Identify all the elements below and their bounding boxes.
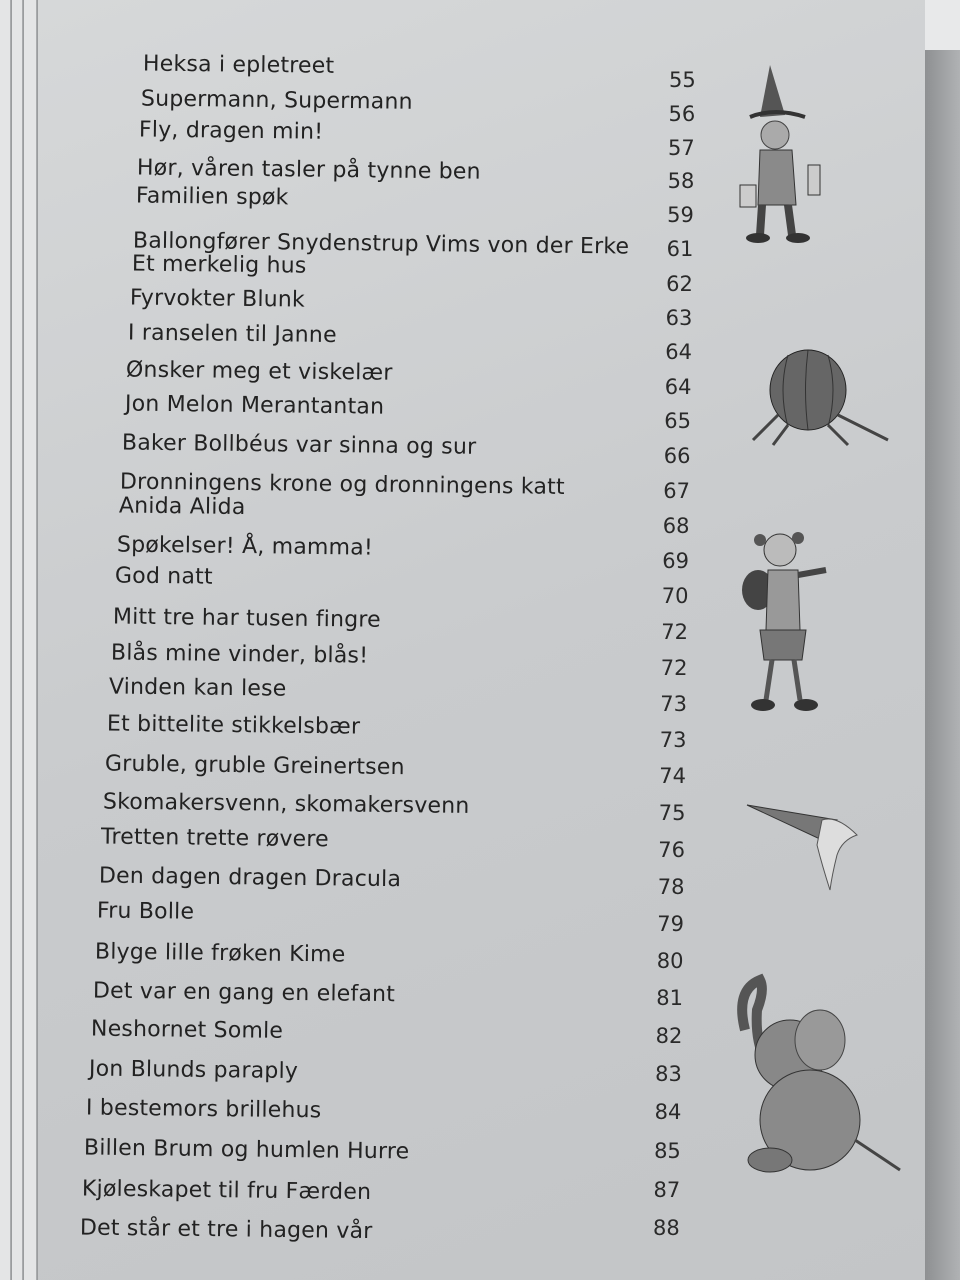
toc-entry-title: God natt	[115, 563, 214, 590]
toc-entry-title: Jon Melon Merantantan	[124, 391, 384, 420]
toc-entry-title: Gruble, gruble Greinertsen	[104, 751, 405, 781]
toc-entry-page: 72	[660, 656, 688, 680]
toc-entry-title: Dronningens krone og dronningens katt	[120, 469, 566, 500]
toc-entry-page: 69	[662, 549, 690, 573]
toc-entry-title: Spøkelser! Å, mamma!	[116, 532, 374, 561]
toc-entry-title: Anida Alida	[118, 493, 246, 521]
toc-entry-page: 73	[660, 692, 688, 716]
toc-entry-title: Billen Brum og humlen Hurre	[84, 1135, 410, 1165]
toc-entry-page: 76	[658, 838, 685, 862]
toc-entry-page: 64	[664, 375, 692, 399]
toc-entry-title: Heksa i epletreet	[142, 51, 335, 79]
girl-illustration	[738, 520, 838, 720]
toc-entry-page: 80	[656, 949, 684, 973]
toc-entry-page: 81	[656, 986, 683, 1010]
toc-entry-title: Fly, dragen min!	[139, 117, 324, 145]
toc-entry-title: Det står et tre i hagen vår	[79, 1215, 373, 1245]
page-stack-edge	[12, 0, 23, 1280]
toc-entry-page: 74	[659, 764, 687, 788]
toc-entry-title: Den dagen dragen Dracula	[98, 863, 402, 893]
toc-entry-title: Skomakersvenn, skomakersvenn	[102, 789, 470, 819]
toc-entry-page: 70	[661, 584, 689, 608]
toc-entry-page: 58	[667, 169, 695, 193]
toc-entry-title: Jon Blunds paraply	[88, 1056, 298, 1085]
toc-entry-page: 75	[658, 801, 686, 825]
toc-entry-page: 84	[654, 1100, 682, 1124]
toc-entry-page: 66	[663, 444, 691, 468]
toc-entry-title: Ballongfører Snydenstrup Vims von der Erke	[133, 228, 630, 260]
toc-entry-page: 83	[655, 1062, 682, 1086]
toc-entry-page: 61	[666, 237, 694, 261]
toc-entry-page: 65	[664, 409, 691, 433]
toc-entry-page: 57	[668, 136, 695, 160]
elephant-illustration	[735, 970, 910, 1180]
background-edge	[925, 0, 960, 1280]
page-stack-edge	[24, 0, 37, 1280]
toc-entry-title: Baker Bollbéus var sinna og sur	[122, 430, 477, 460]
toc-entry-title: I ranselen til Janne	[128, 320, 338, 349]
toc-entry-title: Ønsker meg et viskelær	[126, 357, 394, 386]
toc-entry-title: Fyrvokter Blunk	[130, 285, 306, 313]
page-stack-edge	[0, 0, 11, 1280]
toc-entry-page: 82	[655, 1024, 683, 1048]
toc-entry-page: 67	[663, 479, 690, 503]
toc-entry-page: 56	[668, 102, 696, 126]
toc-entry-page: 88	[653, 1216, 680, 1240]
toc-entry-page: 72	[661, 620, 689, 644]
toc-entry-page: 87	[653, 1178, 681, 1202]
toc-entry-page: 85	[654, 1139, 681, 1163]
toc-entry-title: Blyge lille frøken Kime	[94, 939, 346, 968]
toc-entry-page: 59	[667, 203, 694, 227]
toc-entry-page: 68	[662, 514, 690, 538]
toc-entry-title: Et bittelite stikkelsbær	[107, 711, 361, 740]
toc-entry-title: Kjøleskapet til fru Færden	[81, 1176, 372, 1206]
toc-entry-title: Et merkelig hus	[132, 251, 307, 279]
toc-entry-title: Supermann, Supermann	[140, 86, 413, 115]
toc-entry-page: 62	[666, 272, 693, 296]
toc-entry-title: Det var en gang en elefant	[92, 978, 396, 1008]
toc-entry-page: 73	[659, 728, 687, 752]
toc-entry-title: Blås mine vinder, blås!	[110, 640, 369, 669]
ice-cream-cone-illustration	[742, 795, 872, 895]
toc-entry-page: 63	[665, 306, 693, 330]
toc-entry-page: 55	[669, 68, 696, 92]
toc-entry-title: Vinden kan lese	[109, 674, 287, 702]
toc-entry-title: I bestemors brillehus	[86, 1095, 323, 1124]
melon-illustration	[748, 345, 898, 450]
toc-entry-page: 78	[657, 875, 685, 899]
toc-entry-page: 64	[665, 340, 692, 364]
toc-entry-title: Fru Bolle	[97, 898, 195, 925]
toc-entry-title: Mitt tre har tusen fingre	[112, 604, 382, 633]
witch-illustration	[730, 55, 840, 250]
toc-entry-page: 79	[657, 912, 684, 936]
toc-entry-title: Tretten trette røvere	[101, 824, 330, 853]
toc-entry-title: Hør, våren tasler på tynne ben	[137, 155, 482, 185]
toc-entry-title: Familien spøk	[135, 183, 289, 211]
toc-entry-title: Neshornet Somle	[90, 1016, 284, 1044]
